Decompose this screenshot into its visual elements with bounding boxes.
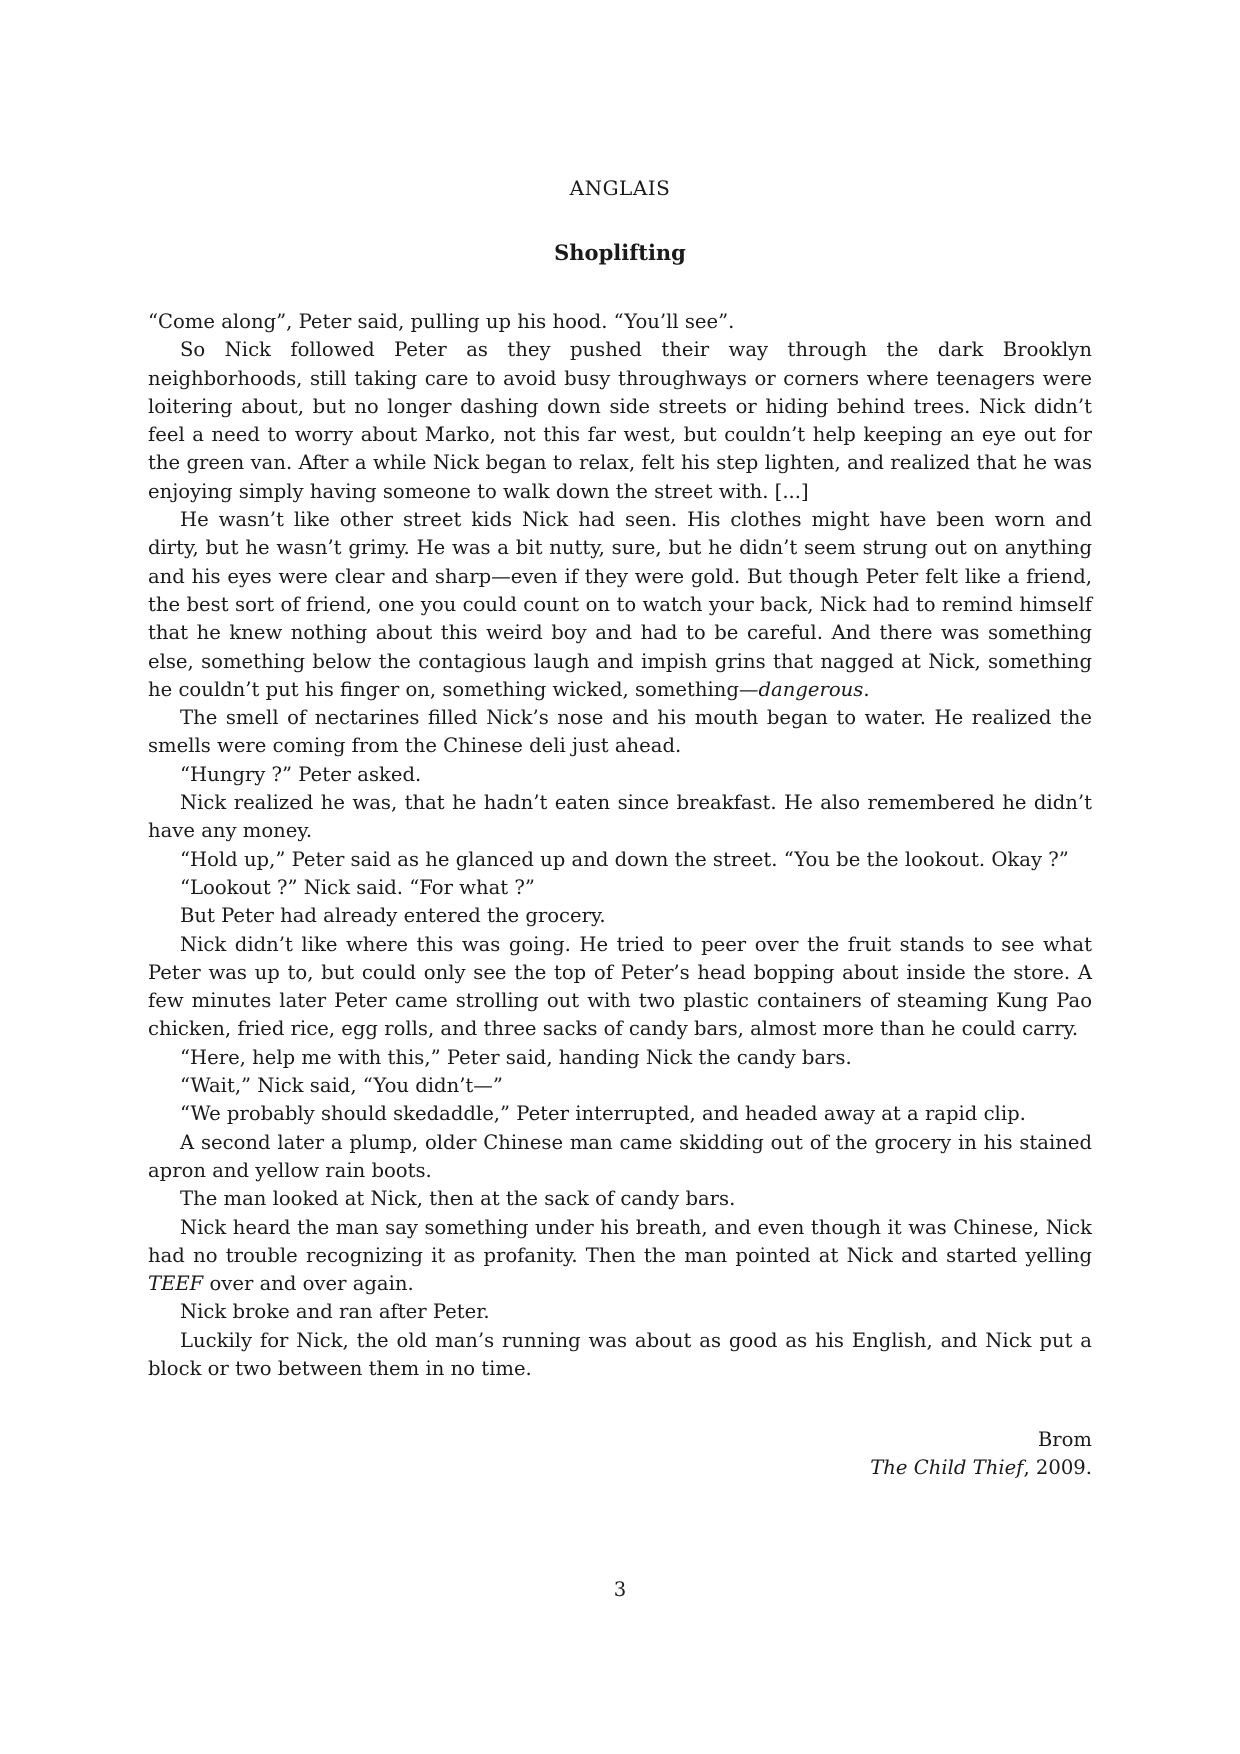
italic-dangerous: dangerous bbox=[758, 677, 864, 701]
paragraph-12: “Wait,” Nick said, “You didn’t—” bbox=[180, 1074, 503, 1098]
paragraph-9: But Peter had already entered the grocery. bbox=[180, 904, 606, 928]
paragraph-3-end: . bbox=[863, 677, 870, 701]
paragraph-16 bbox=[148, 1214, 1092, 1299]
publication-year: , 2009. bbox=[1023, 1456, 1092, 1480]
page-number: 3 bbox=[613, 1578, 627, 1601]
book-title: The Child Thief bbox=[870, 1456, 1024, 1480]
paragraph-2: So Nick followed Peter as they pushed their way through the dark Brooklyn neighborhoods, still taking care to avoid busy throughways or corners where teenagers were loitering about, but no longer dashing down side streets or hiding behind trees. Nick didn’t feel a need to worry about Marko, not this far west, but couldn’t help keeping an eye out for the green van. After a while Nick began to relax, felt his step lighten, and realized that he was enjoying simply having someone to walk down the street with. [...] bbox=[148, 338, 1092, 503]
paragraph-10: Nick didn’t like where this was going. He tried to peer over the fruit stands to see what Peter was up to, but could only see the top of Peter’s head bopping about inside the store. A few minutes later Peter came strolling out with two plastic containers of steaming Kung Pao chicken, fried rice, egg rolls, and three sacks of candy bars, almost more than he could carry. bbox=[148, 932, 1092, 1041]
paragraph-1: “Come along”, Peter said, pulling up his hood. “You’ll see”. bbox=[148, 310, 735, 333]
paragraph-16-tail: over and over again. bbox=[203, 1272, 414, 1296]
italic-teef: TEEF bbox=[148, 1272, 204, 1296]
subject-heading: ANGLAIS bbox=[569, 176, 671, 200]
paragraph-3 bbox=[148, 506, 1092, 704]
paragraph-7: “Hold up,” Peter said as he glanced up and down the street. “You be the lookout. Okay ?” bbox=[180, 847, 1069, 871]
paragraph-18: Luckily for Nick, the old man’s running was about as good as his English, and Nick put a block or two between them in no time. bbox=[148, 1328, 1092, 1380]
source-line bbox=[870, 1454, 1092, 1482]
paragraph-11: “Here, help me with this,” Peter said, handing Nick the candy bars. bbox=[180, 1045, 852, 1069]
paragraph-3-text: He wasn’t like other street kids Nick had seen. His clothes might have been worn and dirty, but he wasn’t grimy. He was a bit nutty, sure, but he didn’t seem strung out on anything and his eyes were clear and sharp—even if they were gold. But though Peter felt like a friend, the best sort of friend, one you could count on to watch your back, Nick had to remind himself that he knew nothing about this weird boy and had to be careful. And there was something else, something below the contagious laugh and impish grins that nagged at Nick, something he couldn’t put his finger on, something wicked, something— bbox=[148, 508, 1092, 701]
source-attribution bbox=[870, 1426, 1092, 1483]
passage-body bbox=[148, 308, 1092, 1383]
text-title: Shoplifting bbox=[554, 240, 686, 265]
paragraph-6: Nick realized he was, that he hadn’t eaten since breakfast. He also remembered he didn’t have any money. bbox=[148, 791, 1092, 843]
paragraph-14: A second later a plump, older Chinese man came skidding out of the grocery in his stained apron and yellow rain boots. bbox=[148, 1130, 1092, 1182]
paragraph-5: “Hungry ?” Peter asked. bbox=[180, 762, 422, 786]
paragraph-8: “Lookout ?” Nick said. “For what ?” bbox=[180, 875, 535, 899]
author-name: Brom bbox=[1037, 1428, 1092, 1451]
paragraph-13: “We probably should skedaddle,” Peter interrupted, and headed away at a rapid clip. bbox=[180, 1102, 1026, 1126]
paragraph-15: The man looked at Nick, then at the sack of candy bars. bbox=[180, 1187, 736, 1211]
paragraph-4: The smell of nectarines filled Nick’s nose and his mouth began to water. He realized the smells were coming from the Chinese deli just ahead. bbox=[148, 706, 1092, 758]
paragraph-16-text: Nick heard the man say something under his breath, and even though it was Chinese, Nick had no trouble recognizing it as profanity. Then the man pointed at Nick and started yelling bbox=[148, 1215, 1092, 1267]
paragraph-17: Nick broke and ran after Peter. bbox=[180, 1300, 490, 1324]
